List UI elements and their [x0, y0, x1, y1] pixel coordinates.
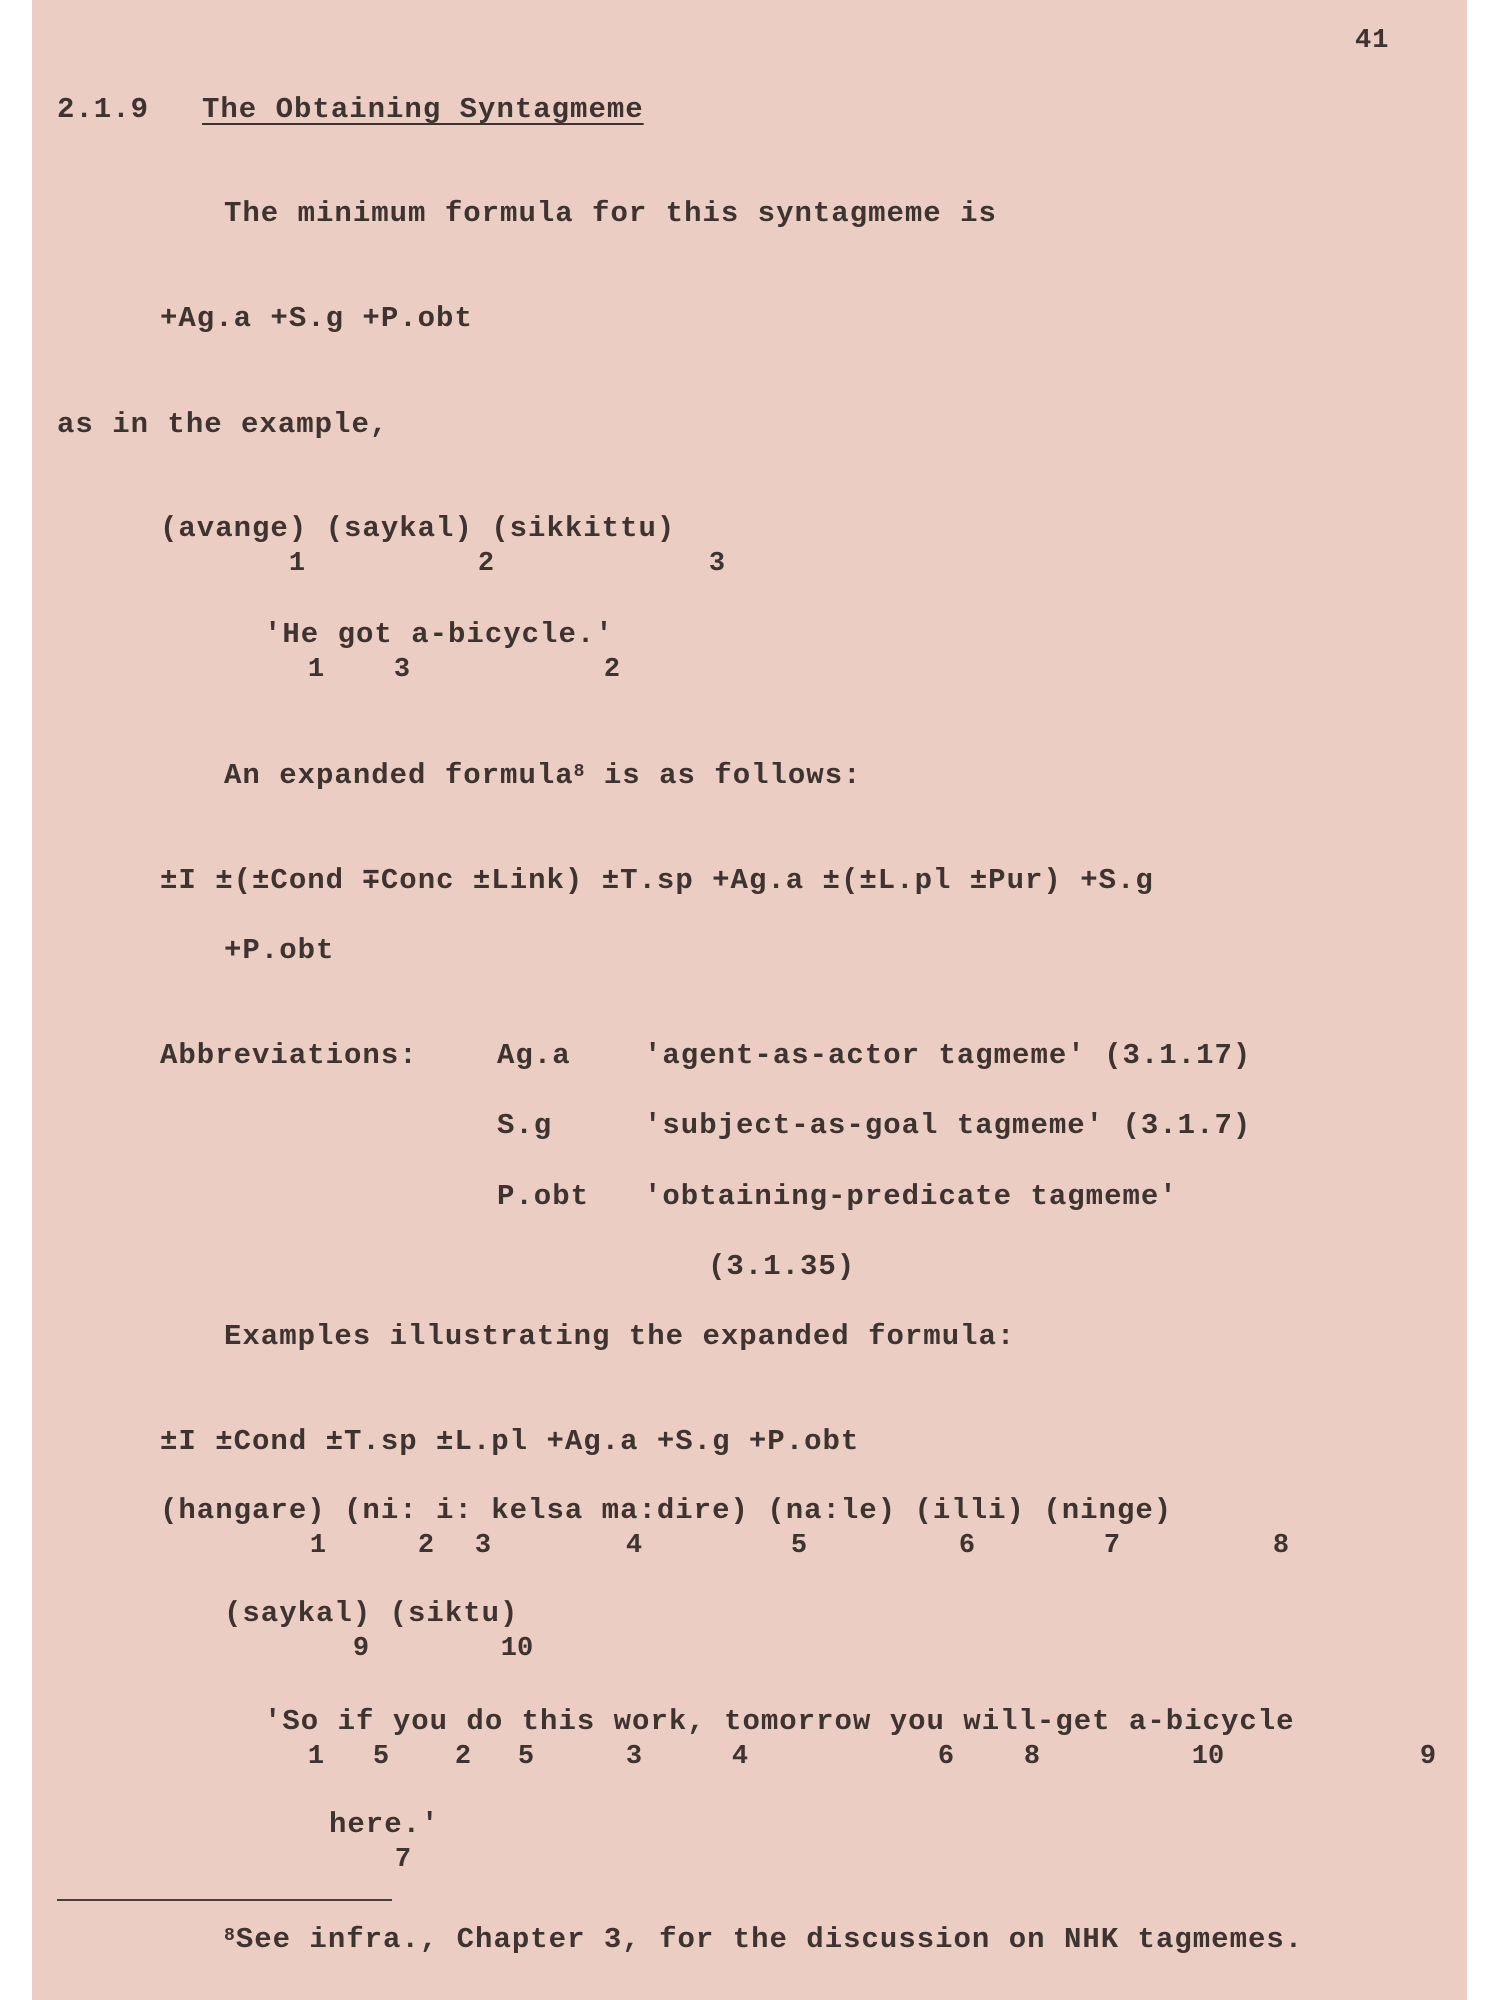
expanded-intro — [224, 759, 862, 793]
example2-gloss-number: 4 — [731, 1742, 749, 1772]
example2-gloss-line1: 'So if you do this work, tomorrow you will-get a-bicycle — [264, 1705, 1295, 1738]
example2-gloss-number: 6 — [937, 1742, 955, 1772]
example2-gloss-number: 7 — [394, 1845, 412, 1875]
abbreviation-term: S.g — [497, 1109, 553, 1142]
expanded-intro-before: An expanded formula — [224, 759, 574, 792]
example2-formula: ±I ±Cond ±T.sp ±L.pl +Ag.a +S.g +P.obt — [160, 1425, 860, 1458]
example2-gloss-number: 10 — [1191, 1742, 1225, 1772]
example2-word-number: 8 — [1272, 1531, 1290, 1561]
footnote — [224, 1923, 1303, 1957]
footnote-reference: 8 — [573, 762, 586, 782]
example1-gloss-number: 1 — [307, 655, 325, 685]
example2-gloss-number: 5 — [372, 1742, 390, 1772]
footnote-mark: 8 — [224, 1926, 236, 1946]
example1-gloss: 'He got a-bicycle.' — [264, 618, 614, 651]
example1-words: (avange) (saykal) (sikkittu) — [160, 512, 676, 545]
example2-gloss-number: 8 — [1023, 1742, 1041, 1772]
example2-gloss-line2: here.' — [329, 1808, 440, 1841]
example2-gloss-number: 3 — [625, 1742, 643, 1772]
example1-gloss-number: 2 — [603, 655, 621, 685]
example2-word-number: 7 — [1103, 1531, 1121, 1561]
expanded-formula-line1: ±I ±(±Cond ∓Conc ±Link) ±T.sp +Ag.a ±(±L.pl ±Pur) +S.g — [160, 864, 1154, 897]
intro-text: The minimum formula for this syntagmeme is — [224, 197, 997, 230]
as-in-example-text: as in the example, — [57, 408, 389, 441]
abbreviation-term: Ag.a — [497, 1039, 571, 1072]
expanded-formula-line2: +P.obt — [224, 934, 335, 967]
example2-word-number: 10 — [500, 1634, 534, 1664]
footnote-separator — [57, 1899, 392, 1901]
example2-word-number: 2 — [417, 1531, 435, 1561]
example1-word-number: 2 — [477, 549, 495, 579]
section-title: The Obtaining Syntagmeme — [202, 93, 644, 126]
abbreviation-definition: 'subject-as-goal tagmeme' (3.1.7) — [644, 1109, 1252, 1142]
abbreviation-term: P.obt — [497, 1180, 590, 1213]
abbreviation-definition: 'agent-as-actor tagmeme' (3.1.17) — [644, 1039, 1252, 1072]
example2-word-number: 4 — [625, 1531, 643, 1561]
example2-gloss-number: 2 — [454, 1742, 472, 1772]
abbreviation-definition: 'obtaining-predicate tagmeme' — [644, 1180, 1178, 1213]
example1-word-number: 3 — [708, 549, 726, 579]
footnote-text: See infra., Chapter 3, for the discussion on NHK tagmemes. — [235, 1923, 1304, 1956]
expanded-intro-after: is as follows: — [585, 759, 862, 792]
examples-intro: Examples illustrating the expanded formula: — [224, 1320, 1016, 1353]
example2-words-line1: (hangare) (ni: i: kelsa ma:dire) (na:le) (illi) (ninge) — [160, 1494, 1173, 1527]
example2-word-number: 3 — [474, 1531, 492, 1561]
example2-words-line2: (saykal) (siktu) — [224, 1597, 519, 1630]
minimum-formula: +Ag.a +S.g +P.obt — [160, 302, 473, 335]
example1-gloss-number: 3 — [393, 655, 411, 685]
abbreviation-continuation: (3.1.35) — [708, 1250, 856, 1283]
example2-word-number: 5 — [790, 1531, 808, 1561]
example1-word-number: 1 — [288, 549, 306, 579]
example2-gloss-number: 5 — [517, 1742, 535, 1772]
example2-gloss-number: 9 — [1419, 1742, 1437, 1772]
example2-word-number: 9 — [352, 1634, 370, 1664]
abbreviations-label: Abbreviations: — [160, 1039, 418, 1072]
page-number: 41 — [1355, 26, 1390, 56]
section-number: 2.1.9 — [57, 93, 150, 126]
example2-gloss-number: 1 — [307, 1742, 325, 1772]
example2-word-number: 6 — [958, 1531, 976, 1561]
example2-word-number: 1 — [309, 1531, 327, 1561]
document-page — [32, 0, 1467, 2000]
